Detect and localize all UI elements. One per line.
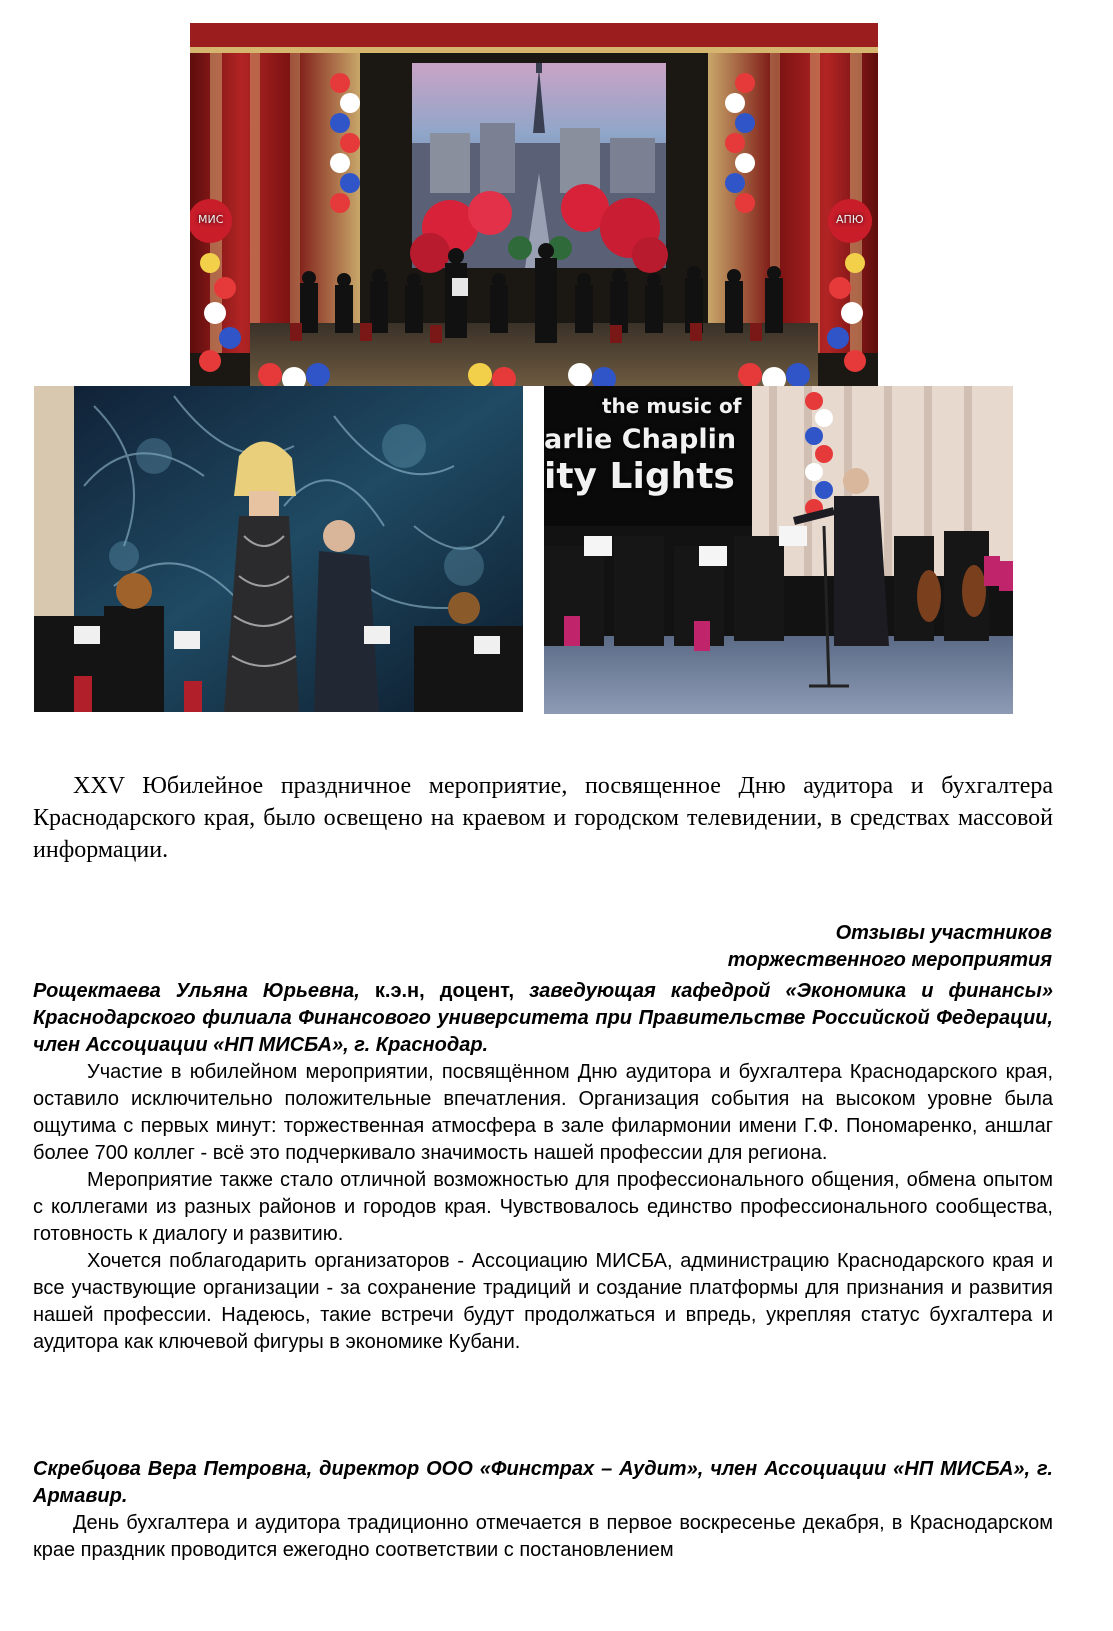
review-1-paragraph: Участие в юбилейном мероприятии, посвящённом Дню аудитора и бухгалтера Краснодарского края, оставило исключительно положительные впечатления. Организация события на высоком уровне была ощутима с первых минут: торжественная атмосфера в зале филармонии имени Г.Ф. Пономаренко, аншлаг более 700 коллег - всё это подчеркивало значимость нашей профессии для региона. bbox=[33, 1061, 1053, 1164]
review-2-author: Скребцова Вера Петровна, директор ООО «Финстрах – Аудит», член Ассоциации «НП МИСБА», г. Армавир. bbox=[33, 1458, 1053, 1507]
review-2 bbox=[33, 1456, 1053, 1564]
balloon-left-text: МИС bbox=[198, 213, 224, 226]
review-1 bbox=[33, 978, 1053, 1356]
review-1-author-position: заведующая кафедрой «Экономика и финансы» Краснодарского филиала Финансового университета при Правительстве Российской Федерации, член Ассоциации «НП МИСБА», г. Краснодар. bbox=[33, 980, 1053, 1056]
reviews-heading bbox=[728, 920, 1052, 974]
reviews-heading-line2: торжественного мероприятия bbox=[727, 949, 1052, 971]
review-1-paragraph: Мероприятие также стало отличной возможностью для профессионального общения, обмена опытом с коллегами из разных районов и городов края. Чувствовалось единство профессионального сообщества, готовность к диалогу и развитию. bbox=[33, 1169, 1053, 1245]
photo-conductor-orchestra bbox=[544, 386, 1013, 714]
screen-text-line3: ity Lights bbox=[544, 456, 735, 497]
intro-paragraph: XXV Юбилейное праздничное мероприятие, посвященное Дню аудитора и бухгалтера Краснодарского края, было освещено на краевом и городском телевидении, в средствах массовой информации. bbox=[33, 773, 1053, 863]
reviews-heading-line1: Отзывы участников bbox=[835, 922, 1052, 944]
review-2-paragraph: День бухгалтера и аудитора традиционно отмечается в первое воскресенье декабря, в Краснодарском крае праздник проводится ежегодно соответствии с постановлением bbox=[33, 1512, 1053, 1561]
photo-singer-orchestra bbox=[34, 386, 523, 712]
balloon-right-text: АПЮ bbox=[836, 213, 864, 226]
screen-text-line1: the music of bbox=[602, 394, 742, 418]
photo-singer-orchestra-image bbox=[34, 386, 523, 712]
photo-orchestra-stage bbox=[190, 23, 878, 386]
review-1-paragraph: Хочется поблагодарить организаторов - Ассоциацию МИСБА, администрацию Краснодарского края и все участвующие организации - за сохранение традиций и создание платформы для признания и развития нашей профессии. Надеюсь, такие встречи будут продолжаться и впредь, укрепляя статус бухгалтера и аудитора как ключевой фигуры в экономике Кубани. bbox=[33, 1250, 1053, 1353]
review-1-author bbox=[33, 978, 1053, 1059]
photo-orchestra-stage-image bbox=[190, 23, 878, 386]
review-1-author-degree: к.э.н, доцент, bbox=[359, 980, 515, 1002]
review-1-author-name: Рощектаева Ульяна Юрьевна, bbox=[33, 980, 360, 1002]
screen-text-line2: arlie Chaplin bbox=[544, 424, 737, 455]
